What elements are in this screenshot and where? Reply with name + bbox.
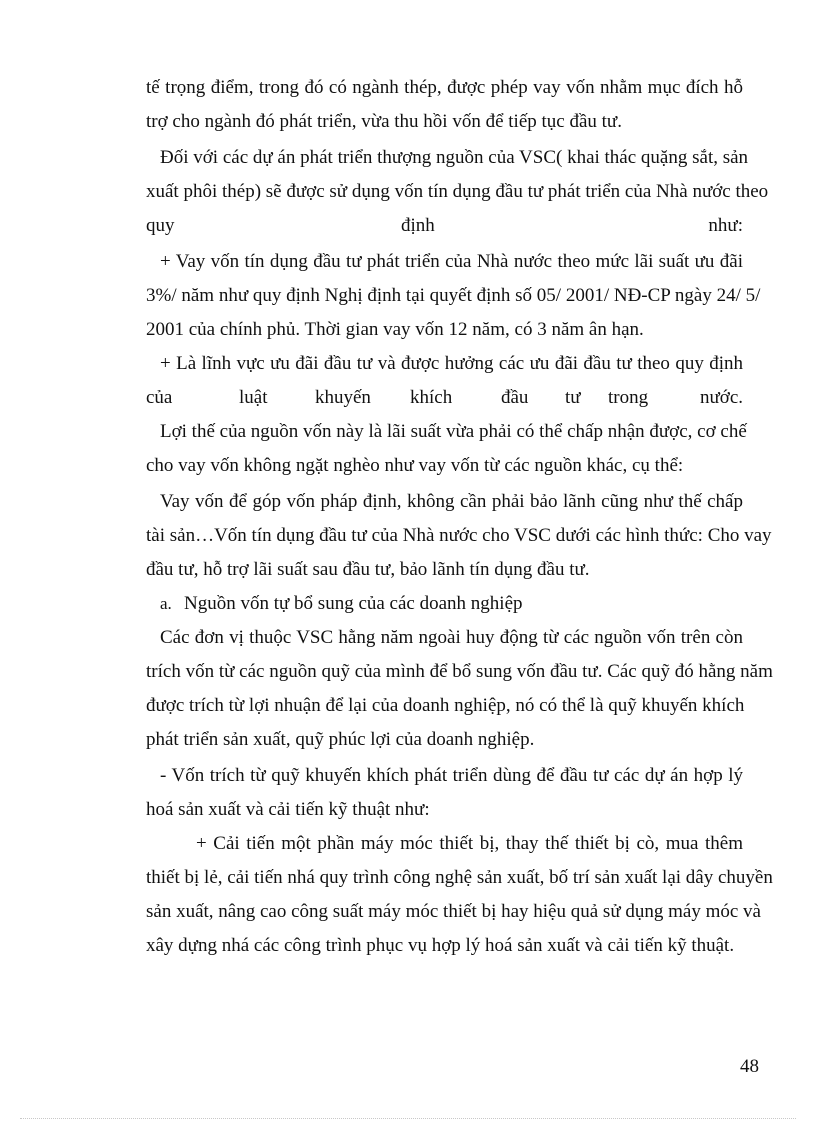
- body-word: nước.: [699, 387, 743, 408]
- body-word: tư: [565, 387, 581, 408]
- body-text-line: được trích từ lợi nhuận để lại của doanh nghiệp, nó có thể là quỹ khuyến khích: [146, 695, 745, 716]
- body-text-line: xuất phôi thép) sẽ được sử dụng vốn tín dụng đầu tư phát triển của Nhà nước theo: [146, 181, 769, 202]
- section-heading: [160, 592, 523, 616]
- page-bottom-divider: [20, 1118, 796, 1119]
- body-text-line: đầu tư, hỗ trợ lãi suất sau đầu tư, bảo lãnh tín dụng đầu tư.: [146, 559, 590, 580]
- body-word: như:: [708, 215, 743, 236]
- body-text-line: tài sản…Vốn tín dụng đầu tư của Nhà nước cho VSC dưới các hình thức: Cho vay: [146, 525, 772, 546]
- body-word: luật: [239, 387, 268, 408]
- body-text-line: + Cải tiến một phần máy móc thiết bị, thay thế thiết bị cò, mua thêm: [196, 833, 743, 854]
- body-text-line: trợ cho ngành đó phát triển, vừa thu hồi vốn để tiếp tục đầu tư.: [146, 111, 622, 132]
- body-text-line: + Vay vốn tín dụng đầu tư phát triển của Nhà nước theo mức lãi suất ưu đãi: [160, 251, 743, 272]
- body-word: quy: [146, 215, 175, 236]
- body-text-line: trích vốn từ các nguồn quỹ của mình để bổ sung vốn đầu tư. Các quỹ đó hằng năm: [146, 661, 773, 682]
- body-text-line: sản xuất, nâng cao công suất máy móc thiết bị hay hiệu quả sử dụng máy móc và: [146, 901, 761, 922]
- body-text-line: Lợi thế của nguồn vốn này là lãi suất vừa phải có thể chấp nhận được, cơ chế: [160, 421, 747, 442]
- body-text-line: hoá sản xuất và cải tiến kỹ thuật như:: [146, 799, 430, 820]
- body-word: định: [401, 215, 435, 236]
- body-word: khuyến: [315, 387, 371, 408]
- section-heading-text: Nguồn vốn tự bổ sung của các doanh nghiệp: [184, 593, 523, 614]
- body-text-line: [146, 386, 743, 410]
- body-word: trong: [608, 387, 649, 408]
- body-text-line: Vay vốn để góp vốn pháp định, không cần phải bảo lãnh cũng như thế chấp: [160, 491, 743, 512]
- body-text-line: + Là lĩnh vực ưu đãi đầu tư và được hưởng các ưu đãi đầu tư theo quy định: [160, 353, 743, 374]
- body-text-line: - Vốn trích từ quỹ khuyến khích phát triển dùng để đầu tư các dự án hợp lý: [160, 765, 743, 786]
- body-text-line: xây dựng nhá các công trình phục vụ hợp lý hoá sản xuất và cải tiến kỹ thuật.: [146, 935, 735, 956]
- body-text-line: 2001 của chính phủ. Thời gian vay vốn 12 năm, có 3 năm ân hạn.: [146, 319, 644, 340]
- body-text-line: Các đơn vị thuộc VSC hằng năm ngoài huy động từ các nguồn vốn trên còn: [160, 627, 743, 648]
- body-text-line: Đối với các dự án phát triển thượng nguồn của VSC( khai thác quặng sắt, sản: [160, 147, 749, 168]
- body-text-line: tế trọng điểm, trong đó có ngành thép, được phép vay vốn nhằm mục đích hỗ: [146, 77, 743, 98]
- page-number: 48: [740, 1056, 759, 1077]
- body-text-line: [146, 214, 743, 238]
- body-text-line: phát triển sản xuất, quỹ phúc lợi của doanh nghiệp.: [146, 729, 535, 750]
- body-text-line: 3%/ năm như quy định Nghị định tại quyết định số 05/ 2001/ NĐ-CP ngày 24/ 5/: [146, 285, 761, 306]
- body-text-line: thiết bị lẻ, cải tiến nhá quy trình công nghệ sản xuất, bố trí sản xuất lại dây chuyền: [146, 867, 773, 888]
- body-word: đầu: [501, 387, 529, 408]
- list-marker: a.: [160, 594, 172, 613]
- body-word: của: [146, 387, 173, 408]
- body-text-line: cho vay vốn không ngặt nghèo như vay vốn từ các nguồn khác, cụ thể:: [146, 455, 684, 476]
- body-word: khích: [410, 387, 453, 408]
